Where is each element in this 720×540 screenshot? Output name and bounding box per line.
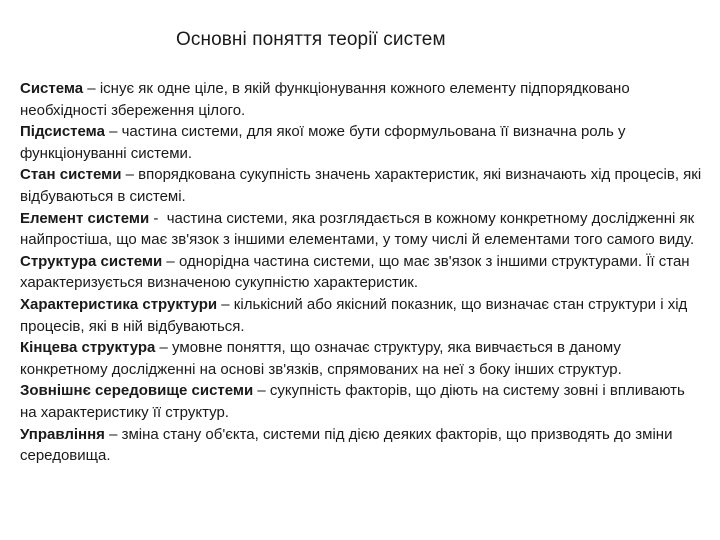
definition-system-structure [20, 251, 702, 294]
definition-separator: – [121, 166, 139, 184]
definitions-list [20, 78, 702, 467]
definition-text: впорядкована сукупність значень характеристик, які визначають хід процесів, які відбуваються в системі. [20, 166, 702, 205]
definition-separator: – [104, 123, 122, 141]
definition-term: Підсистема [20, 123, 105, 141]
definition-separator: – [217, 295, 234, 313]
definition-subsystem [20, 121, 702, 164]
definition-system-element [20, 208, 702, 251]
definition-text: кількісний або якісний показник, що визначає стан структури і хід процесів, які в ній відбуваються. [20, 295, 688, 335]
definition-separator: – [104, 425, 122, 443]
definition-term: Управління [20, 425, 105, 443]
definition-term: Стан системи [20, 166, 122, 184]
definition-text: умовне поняття, що означає структуру, яка вивчається в даному конкретному дослідженні на основі зв'язків, спрямованих на неї з боку інших структур. [20, 339, 622, 378]
definition-text: частина системи, яка розглядається в кожному конкретному дослідженні як найпростіша, що має зв'язок з іншими елементами, у тому числі й елементами того самого виду. [20, 209, 695, 249]
definition-final-structure [20, 337, 702, 380]
definition-separator: – [162, 252, 179, 270]
definition-text: сукупність факторів, що діють на систему зовні і впливають на характеристику її структур. [20, 382, 685, 421]
definition-external-environment [20, 380, 702, 423]
definition-separator: - [149, 209, 167, 227]
definition-separator: – [155, 339, 173, 357]
definition-text: частина системи, для якої може бути сформульована її визначна роль у функціонуванні системи. [20, 123, 626, 162]
definition-term: Зовнішнє середовище системи [20, 382, 254, 400]
definition-term: Структура системи [20, 252, 163, 270]
definition-text: існує як одне ціле, в якій функціонування кожного елементу підпорядковано необхідності збереження цілого. [20, 80, 630, 119]
definition-term: Характеристика структури [20, 295, 218, 313]
definition-term: Елемент системи [20, 209, 150, 227]
page-title: Основні поняття теорії систем [176, 29, 446, 50]
definition-system [20, 78, 702, 121]
definition-management [20, 424, 702, 467]
definition-term: Кінцева структура [20, 339, 156, 357]
definition-text: зміна стану об'єкта, системи під дією деяких факторів, що призводять до зміни середовища. [20, 425, 673, 465]
definition-separator: – [253, 382, 270, 400]
definition-separator: – [83, 80, 100, 97]
definition-text: однорідна частина системи, що має зв'язок з іншими структурами. Її стан характеризується визначеною сукупністю характеристик. [20, 252, 690, 292]
definition-structure-characteristic [20, 294, 702, 337]
definition-term: Система [20, 80, 84, 97]
definition-system-state [20, 164, 702, 207]
